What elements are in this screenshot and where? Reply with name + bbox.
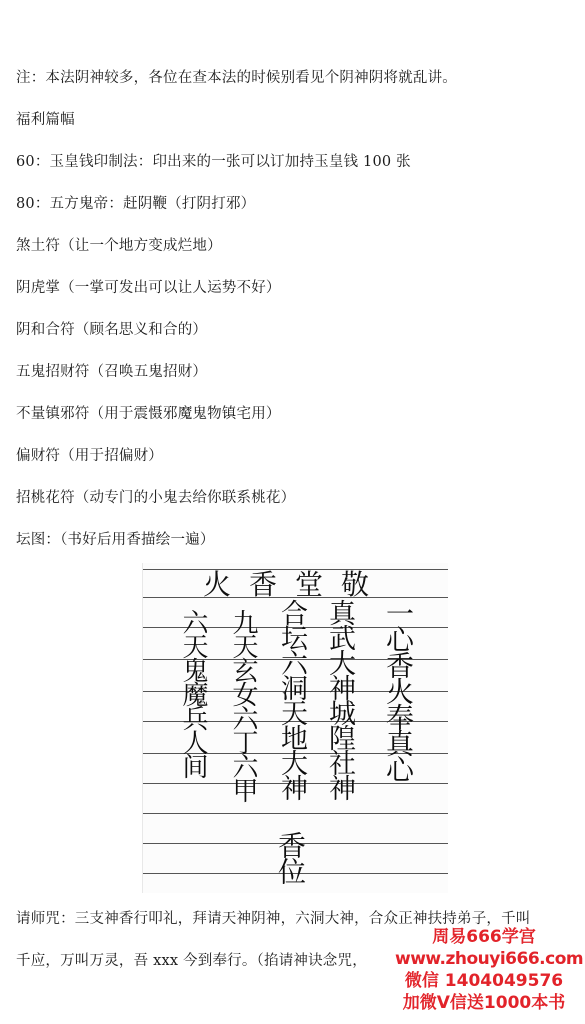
footer-line: 请师咒：三支神香行叩礼，拜请天神阴神，六洞大神，合众正神扶持弟子，千叫	[16, 911, 531, 927]
watermark	[395, 926, 584, 1014]
altar-column-6: 香位	[274, 831, 307, 883]
list-item: 60：玉皇钱印制法：印出来的一张可以订加持玉皇钱 100 张	[16, 154, 411, 170]
section-heading: 福利篇幅	[16, 112, 75, 128]
note-line: 注：本法阴神较多，各位在查本法的时候别看见个阴神阴将就乱讲。	[16, 70, 457, 86]
footer-line: 千应，万叫万灵，吾 xxx 今到奉行。（掐请神诀念咒，	[16, 953, 367, 969]
altar-diagram-image	[142, 563, 448, 893]
list-item: 五鬼招财符（召唤五鬼招财）	[16, 364, 208, 380]
list-item: 不量镇邪符（用于震慑邪魔鬼物镇宅用）	[16, 406, 281, 422]
altar-column-3: 合坛六洞天地大神	[276, 599, 307, 799]
list-item: 招桃花符（动专门的小鬼去给你联系桃花）	[16, 490, 296, 506]
list-item: 坛图：（书好后用香描绘一遍）	[16, 532, 215, 548]
watermark-site: www.zhouyi666.com	[395, 949, 584, 969]
watermark-wechat: 微信 1404049576	[404, 971, 564, 991]
altar-title: 火香堂敬	[203, 568, 388, 601]
watermark-promo: 加微V信送1000本书	[402, 993, 566, 1013]
list-item: 偏财符（用于招偏财）	[16, 448, 163, 464]
list-item: 煞土符（让一个地方变成烂地）	[16, 238, 222, 254]
list-item: 阴和合符（顾名思义和合的）	[16, 322, 208, 338]
altar-column-5: 六天鬼魔兵人间	[178, 609, 208, 777]
altar-column-4: 九天玄女六丁六甲	[228, 609, 258, 801]
list-item: 阴虎掌（一掌可发出可以让人运势不好）	[16, 280, 281, 296]
altar-column-1: 一心香火奉真心	[382, 599, 415, 781]
watermark-brand: 周易666学宫	[432, 927, 536, 947]
list-item: 80：五方鬼帝：赶阴鞭（打阴打邪）	[16, 196, 256, 212]
altar-column-2: 真武大神城隍社神	[324, 599, 355, 799]
